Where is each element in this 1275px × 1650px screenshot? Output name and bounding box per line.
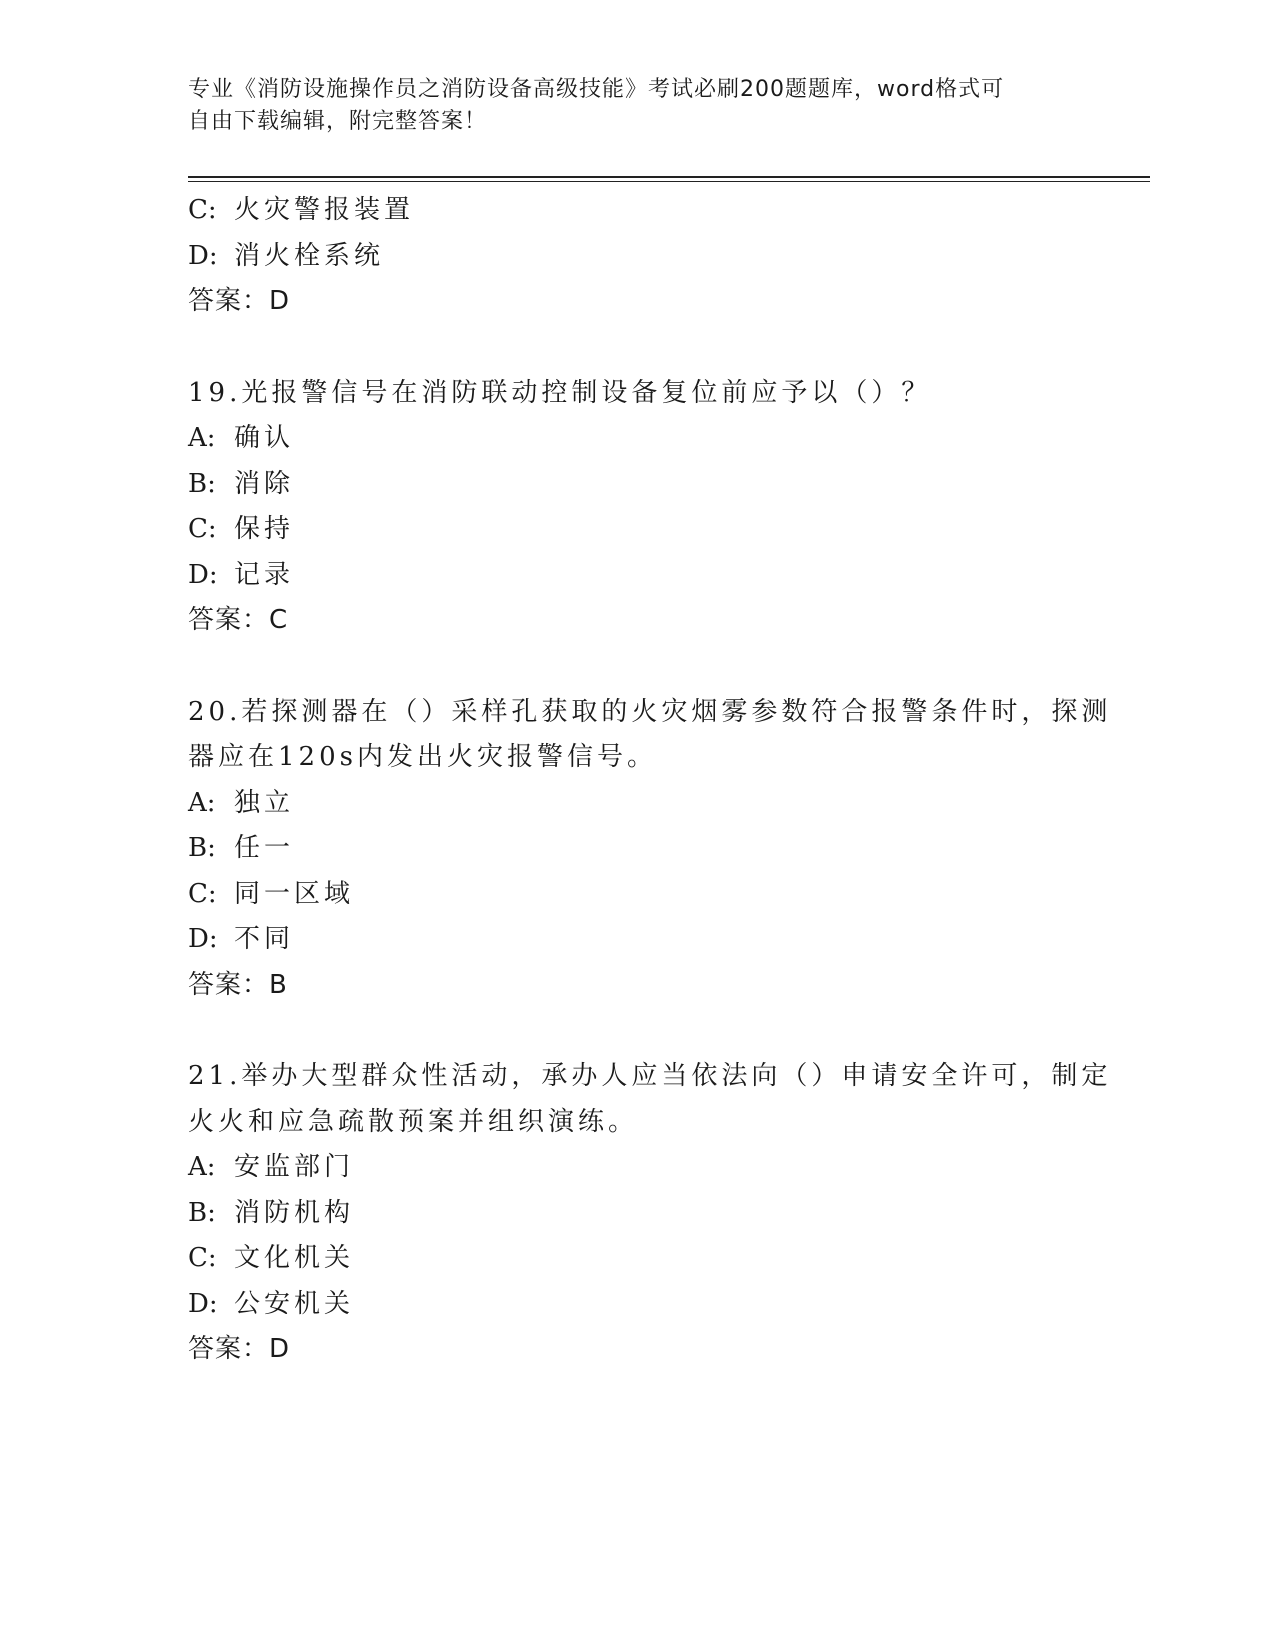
option-b — [188, 462, 1088, 508]
option-letter: B: — [188, 1197, 216, 1228]
option-b — [188, 826, 1088, 872]
option-text: 任一 — [234, 833, 295, 863]
option-text: 火灾警报装置 — [234, 195, 415, 225]
answer-line: 答案：C — [188, 605, 289, 635]
header-line-2: 自由下载编辑，附完整答案！ — [188, 109, 488, 134]
option-d — [188, 917, 1088, 963]
question-stem: 21.举办大型群众性活动，承办人应当依法向（）申请安全许可，制定 — [188, 1061, 1112, 1091]
option-text: 安监部门 — [234, 1152, 355, 1182]
option-text: 独立 — [234, 787, 295, 818]
option-letter: A: — [188, 1152, 216, 1182]
option-text: 消防机构 — [234, 1197, 355, 1228]
header-line-1: 专业《消防设施操作员之消防设备高级技能》考试必刷200题题库，word格式可 — [188, 77, 1005, 102]
question-content — [188, 188, 1112, 1373]
header-divider-thin — [188, 181, 1150, 182]
answer-line: 答案：D — [188, 286, 291, 316]
option-c — [188, 507, 1088, 553]
option-text: 消除 — [234, 468, 295, 499]
option-c — [188, 872, 1088, 918]
question-stem-continued: 火火和应急疏散预案并组织演练。 — [188, 1106, 639, 1137]
option-letter: C: — [188, 195, 217, 225]
option-letter: A: — [188, 787, 216, 818]
option-d — [188, 234, 1088, 280]
option-text: 公安机关 — [234, 1288, 355, 1319]
question-block-20 — [188, 690, 1112, 1009]
option-text: 记录 — [234, 559, 295, 590]
option-text: 文化机关 — [234, 1243, 355, 1273]
header-divider-thick — [188, 176, 1150, 178]
option-letter: B: — [188, 833, 216, 863]
option-letter: A: — [188, 423, 216, 453]
option-text: 保持 — [234, 514, 295, 544]
option-letter: C: — [188, 1243, 217, 1273]
option-b — [188, 1191, 1088, 1237]
option-text: 不同 — [234, 924, 295, 954]
question-stem: 19.光报警信号在消防联动控制设备复位前应予以（）？ — [188, 377, 932, 408]
option-letter: B: — [188, 468, 216, 499]
question-block-19 — [188, 371, 1088, 644]
option-a — [188, 1145, 1088, 1191]
option-text: 同一区域 — [234, 878, 355, 909]
option-d — [188, 553, 1088, 599]
option-letter: C: — [188, 878, 217, 909]
option-c — [188, 188, 1088, 234]
answer-line: 答案：B — [188, 969, 288, 1000]
question-block-18 — [188, 188, 1088, 325]
option-letter: C: — [188, 514, 217, 544]
question-stem: 20.若探测器在（）采样孔获取的火灾烟雾参数符合报警条件时，探测 — [188, 696, 1112, 727]
option-letter: D: — [188, 1288, 218, 1319]
option-letter: D: — [188, 240, 218, 271]
spacer — [188, 325, 1088, 371]
option-a — [188, 781, 1088, 827]
question-block-21 — [188, 1054, 1112, 1373]
document-header — [188, 74, 1068, 138]
spacer — [188, 644, 1088, 690]
option-a — [188, 416, 1088, 462]
question-stem-continued: 器应在120s内发出火灾报警信号。 — [188, 742, 657, 772]
option-c — [188, 1236, 1088, 1282]
spacer — [188, 1008, 1088, 1054]
option-d — [188, 1282, 1088, 1328]
option-text: 确认 — [234, 423, 295, 453]
option-letter: D: — [188, 924, 218, 954]
option-letter: D: — [188, 559, 218, 590]
option-text: 消火栓系统 — [234, 240, 385, 271]
answer-line: 答案：D — [188, 1334, 291, 1364]
